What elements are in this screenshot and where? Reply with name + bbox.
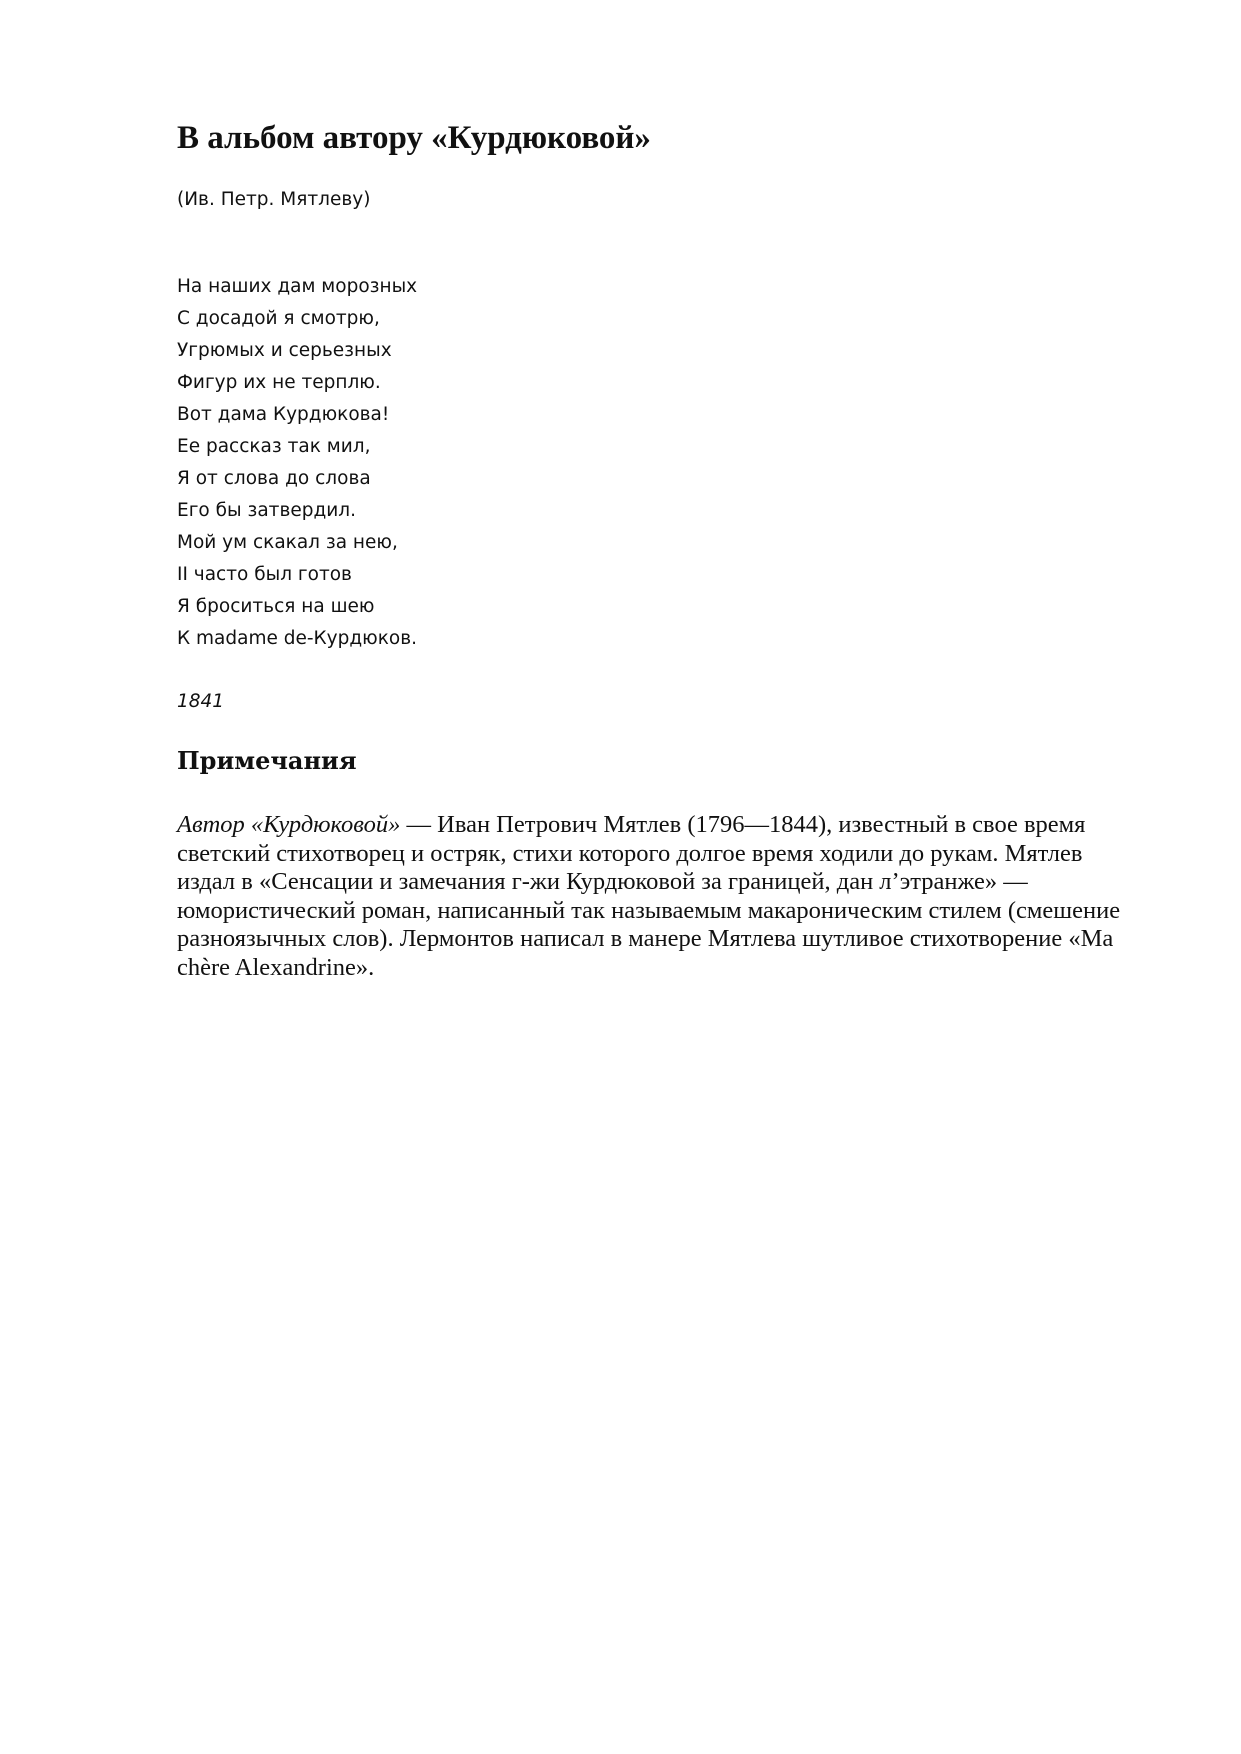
poem-line: Я броситься на шею	[177, 596, 375, 617]
poem-line: С досадой я смотрю,	[177, 308, 380, 329]
poem-line: На наших дам морозных	[177, 276, 418, 297]
note-text: — Иван Петрович Мятлев (1796—1844), известный в свое время светский стихотворец и остряк, стихи которого долгое время ходили до рукам. Мятлев издал в «Сенсации и замечания г-жи Курдюковой за границей, дан л’этранже» — юмористический роман, написанный так называемым макароническим стилем (смешение разноязычных слов). Лермонтов написал в манере Мятлева шутливое стихотворение «Ma chère Alexandrine».	[177, 811, 1121, 981]
poem-line: Я от слова до слова	[177, 468, 371, 489]
note-term: Автор «Курдюковой»	[177, 811, 401, 838]
poem-line: Ее рассказ так мил,	[177, 436, 371, 457]
poem-year: 1841	[177, 691, 225, 712]
poem-line: Мой ум скакал за нею,	[177, 532, 398, 553]
poem-line: Его бы затвердил.	[177, 500, 357, 521]
poem-line: II часто был готов	[177, 564, 352, 585]
notes-heading: Примечания	[177, 746, 357, 775]
poem-line: К madame de-Курдюков.	[177, 628, 418, 649]
poem-line: Угрюмых и серьезных	[177, 340, 392, 361]
poem-line: Фигур их не терплю.	[177, 372, 381, 393]
poem-title: В альбом автору «Курдюковой»	[177, 120, 651, 156]
dedication: (Ив. Петр. Мятлеву)	[177, 189, 371, 210]
poem-body	[177, 271, 417, 655]
poem-line: Вот дама Курдюкова!	[177, 404, 390, 425]
note-paragraph	[177, 811, 1142, 982]
